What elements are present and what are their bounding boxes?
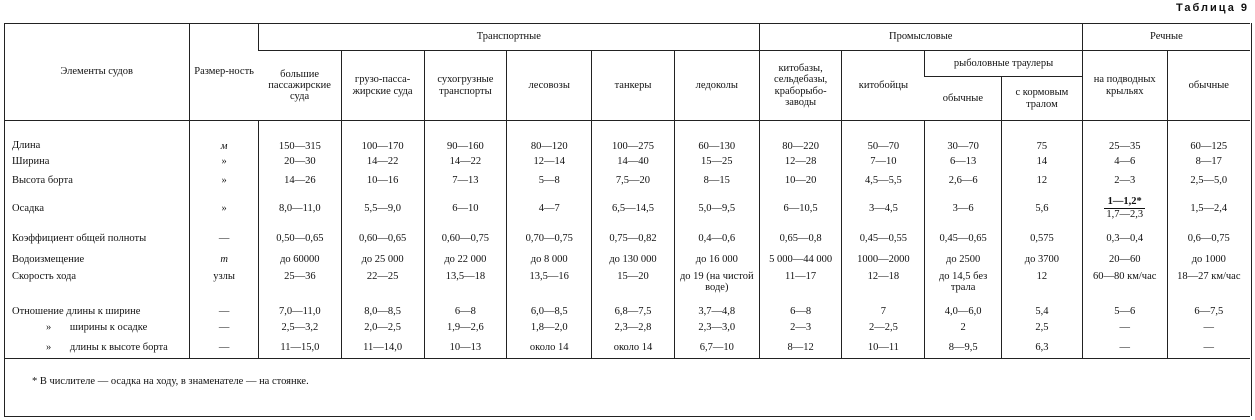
cell: 8,0—11,0 xyxy=(258,191,341,227)
cell: 3—4,5 xyxy=(842,191,925,227)
ditto-mark: » xyxy=(46,322,52,334)
cell: 1,5—2,4 xyxy=(1167,191,1250,227)
header-group-transport: Транспортные xyxy=(258,24,759,51)
row-label: Скорость хода xyxy=(12,270,77,282)
cell: 12 xyxy=(1002,269,1083,297)
cell: 12—28 xyxy=(759,153,842,172)
cell: до 22 000 xyxy=(424,251,507,269)
table-row xyxy=(4,251,1250,269)
fraction-denominator: 1,7—2,3 xyxy=(1106,209,1144,220)
cell: — xyxy=(1082,318,1167,339)
footnote-box xyxy=(4,360,1250,417)
cell: 60—125 xyxy=(1167,121,1250,153)
row-unit: » xyxy=(190,153,259,172)
cell: 0,6—0,75 xyxy=(1167,227,1250,251)
cell: до 16 000 xyxy=(674,251,759,269)
cell: — xyxy=(1167,318,1250,339)
cell: 25—35 xyxy=(1082,121,1167,153)
cell: 14—22 xyxy=(424,153,507,172)
cell: 90—160 xyxy=(424,121,507,153)
cell: 10—16 xyxy=(341,172,424,191)
cell: 18—27 км/час xyxy=(1167,269,1250,297)
header-unit: Размер-ность xyxy=(190,24,259,121)
cell: 75 xyxy=(1002,121,1083,153)
cell: 14—40 xyxy=(592,153,675,172)
cell: 2,5—5,0 xyxy=(1167,172,1250,191)
cell: 150—315 xyxy=(258,121,341,153)
row-label: Водоизмещение xyxy=(12,253,85,265)
row-label xyxy=(4,339,190,359)
cell: 6—13 xyxy=(925,153,1002,172)
cell: до 60000 xyxy=(258,251,341,269)
cell: 3,7—4,8 xyxy=(674,297,759,318)
cell: 0,575 xyxy=(1002,227,1083,251)
cell: 2,6—6 xyxy=(925,172,1002,191)
cell: 30—70 xyxy=(925,121,1002,153)
row-unit: — xyxy=(190,227,259,251)
row-unit: » xyxy=(190,191,259,227)
header-col-dry-cargo: сухогрузные транспорты xyxy=(424,51,507,121)
cell: 2,5—3,2 xyxy=(258,318,341,339)
table-row xyxy=(4,339,1250,359)
header-col-trawler-ordinary: обычные xyxy=(925,77,1002,121)
cell: 8—12 xyxy=(759,339,842,359)
table-row xyxy=(4,227,1250,251)
row-label xyxy=(4,318,190,339)
cell: 6,3 xyxy=(1002,339,1083,359)
draft-fraction xyxy=(1104,196,1145,221)
cell: 2,3—3,0 xyxy=(674,318,759,339)
cell: 14—26 xyxy=(258,172,341,191)
row-label: Коэффициент общей полноты xyxy=(12,232,147,244)
cell: 15—20 xyxy=(592,269,675,297)
cell: до 130 000 xyxy=(592,251,675,269)
row-label: Длина xyxy=(12,139,41,151)
cell: 20—60 xyxy=(1082,251,1167,269)
cell: 5,4 xyxy=(1002,297,1083,318)
cell: 12—14 xyxy=(507,153,592,172)
table-row xyxy=(4,172,1250,191)
cell: 2—3 xyxy=(1082,172,1167,191)
cell: 25—36 xyxy=(258,269,341,297)
cell: 7,5—20 xyxy=(592,172,675,191)
header-col-passenger: большие пассажирские суда xyxy=(258,51,341,121)
cell: до 19 (на чистой воде) xyxy=(674,269,759,297)
cell: 6,8—7,5 xyxy=(592,297,675,318)
cell: 6—7,5 xyxy=(1167,297,1250,318)
cell: 6—10 xyxy=(424,191,507,227)
cell: 5,6 xyxy=(1002,191,1083,227)
cell: 0,60—0,75 xyxy=(424,227,507,251)
cell: 0,3—0,4 xyxy=(1082,227,1167,251)
header-group-trawlers: рыболовные траулеры xyxy=(925,51,1083,77)
cell: 6,5—14,5 xyxy=(592,191,675,227)
header-group-river: Речные xyxy=(1082,24,1250,51)
table-row xyxy=(4,121,1250,153)
cell: 2,0—2,5 xyxy=(341,318,424,339)
cell: 15—25 xyxy=(674,153,759,172)
cell: 14—22 xyxy=(341,153,424,172)
cell: около 14 xyxy=(592,339,675,359)
cell: 6,7—10 xyxy=(674,339,759,359)
cell: 3—6 xyxy=(925,191,1002,227)
cell: 5 000—44 000 xyxy=(759,251,842,269)
cell: 11—17 xyxy=(759,269,842,297)
cell: до 14,5 без трала xyxy=(925,269,1002,297)
cell: 6,0—8,5 xyxy=(507,297,592,318)
row-unit: т xyxy=(190,251,259,269)
cell: 0,75—0,82 xyxy=(592,227,675,251)
cell: 2,3—2,8 xyxy=(592,318,675,339)
cell: 2 xyxy=(925,318,1002,339)
cell: 11—14,0 xyxy=(341,339,424,359)
header-col-icebreaker: ледоколы xyxy=(674,51,759,121)
header-group-fishing: Промысловые xyxy=(759,24,1082,51)
table-row xyxy=(4,191,1250,227)
row-label: Ширина xyxy=(12,156,50,168)
cell: 2—3 xyxy=(759,318,842,339)
table-row xyxy=(4,269,1250,297)
cell: 4,0—6,0 xyxy=(925,297,1002,318)
table-row xyxy=(4,297,1250,318)
cell: 4—7 xyxy=(507,191,592,227)
cell: до 25 000 xyxy=(341,251,424,269)
row-sublabel: длины к высоте борта xyxy=(69,342,168,354)
cell: до 1000 xyxy=(1167,251,1250,269)
cell: 2,5 xyxy=(1002,318,1083,339)
header-col-timber: лесовозы xyxy=(507,51,592,121)
cell: 1000—2000 xyxy=(842,251,925,269)
cell: 13,5—16 xyxy=(507,269,592,297)
cell: 80—120 xyxy=(507,121,592,153)
cell: 12 xyxy=(1002,172,1083,191)
cell: 22—25 xyxy=(341,269,424,297)
cell: 2—2,5 xyxy=(842,318,925,339)
row-unit: — xyxy=(190,297,259,318)
cell: до 8 000 xyxy=(507,251,592,269)
row-label: Осадка xyxy=(12,202,44,214)
cell: 12—18 xyxy=(842,269,925,297)
cell: 0,45—0,65 xyxy=(925,227,1002,251)
cell: 5—8 xyxy=(507,172,592,191)
row-unit: м xyxy=(190,121,259,153)
cell: 10—11 xyxy=(842,339,925,359)
cell: 8—17 xyxy=(1167,153,1250,172)
cell: 80—220 xyxy=(759,121,842,153)
header-col-cargo-passenger: грузо-пасса-жирские суда xyxy=(341,51,424,121)
ditto-mark: » xyxy=(46,342,52,354)
cell: 60—130 xyxy=(674,121,759,153)
cell: 60—80 км/час xyxy=(1082,269,1167,297)
row-unit: — xyxy=(190,339,259,359)
cell: 8—9,5 xyxy=(925,339,1002,359)
cell: до 2500 xyxy=(925,251,1002,269)
header-col-whaler: китобойцы xyxy=(842,51,925,121)
cell: 13,5—18 xyxy=(424,269,507,297)
cell: — xyxy=(1082,339,1167,359)
header-col-hydrofoil: на подводных крыльях xyxy=(1082,51,1167,121)
cell: 11—15,0 xyxy=(258,339,341,359)
row-unit: — xyxy=(190,318,259,339)
header-elements: Элементы судов xyxy=(4,24,190,121)
cell: 20—30 xyxy=(258,153,341,172)
cell: 100—275 xyxy=(592,121,675,153)
cell: 6—8 xyxy=(424,297,507,318)
cell: 7 xyxy=(842,297,925,318)
header-col-tanker: танкеры xyxy=(592,51,675,121)
cell: 10—20 xyxy=(759,172,842,191)
row-unit: » xyxy=(190,172,259,191)
header-col-whale-base: китобазы, сельдебазы, крaборыбо-заводы xyxy=(759,51,842,121)
cell: 100—170 xyxy=(341,121,424,153)
cell: 0,50—0,65 xyxy=(258,227,341,251)
cell: 8,0—8,5 xyxy=(341,297,424,318)
row-label: Высота борта xyxy=(12,175,73,187)
row-sublabel: ширины к осадке xyxy=(69,322,148,334)
cell: — xyxy=(1167,339,1250,359)
cell: около 14 xyxy=(507,339,592,359)
cell: 4—6 xyxy=(1082,153,1167,172)
table-row xyxy=(4,318,1250,339)
footnote: * В числителе — осадка на ходу, в знаменателе — на стоянке. xyxy=(32,376,309,387)
cell: 6—10,5 xyxy=(759,191,842,227)
ship-elements-table xyxy=(4,23,1250,359)
cell: 0,60—0,65 xyxy=(341,227,424,251)
cell: 5—6 xyxy=(1082,297,1167,318)
cell-fraction xyxy=(1082,191,1167,227)
cell: 1,9—2,6 xyxy=(424,318,507,339)
cell: 5,0—9,5 xyxy=(674,191,759,227)
cell: 6—8 xyxy=(759,297,842,318)
cell: 8—15 xyxy=(674,172,759,191)
table-caption: Таблица 9 xyxy=(1175,2,1249,14)
cell: 4,5—5,5 xyxy=(842,172,925,191)
cell: 0,70—0,75 xyxy=(507,227,592,251)
cell: 10—13 xyxy=(424,339,507,359)
header-col-river-ordinary: обычные xyxy=(1167,51,1250,121)
table-row xyxy=(4,153,1250,172)
cell: 1,8—2,0 xyxy=(507,318,592,339)
cell: 14 xyxy=(1002,153,1083,172)
cell: 0,65—0,8 xyxy=(759,227,842,251)
header-col-trawler-stern: с кормовым тралом xyxy=(1002,77,1083,121)
cell: 7—13 xyxy=(424,172,507,191)
cell: 7—10 xyxy=(842,153,925,172)
cell: до 3700 xyxy=(1002,251,1083,269)
row-unit: узлы xyxy=(190,269,259,297)
fraction-numerator: 1—1,2* xyxy=(1104,196,1145,209)
row-label: Отношение длины к ширине xyxy=(12,305,141,317)
cell: 5,5—9,0 xyxy=(341,191,424,227)
cell: 0,45—0,55 xyxy=(842,227,925,251)
cell: 50—70 xyxy=(842,121,925,153)
cell: 0,4—0,6 xyxy=(674,227,759,251)
cell: 7,0—11,0 xyxy=(258,297,341,318)
